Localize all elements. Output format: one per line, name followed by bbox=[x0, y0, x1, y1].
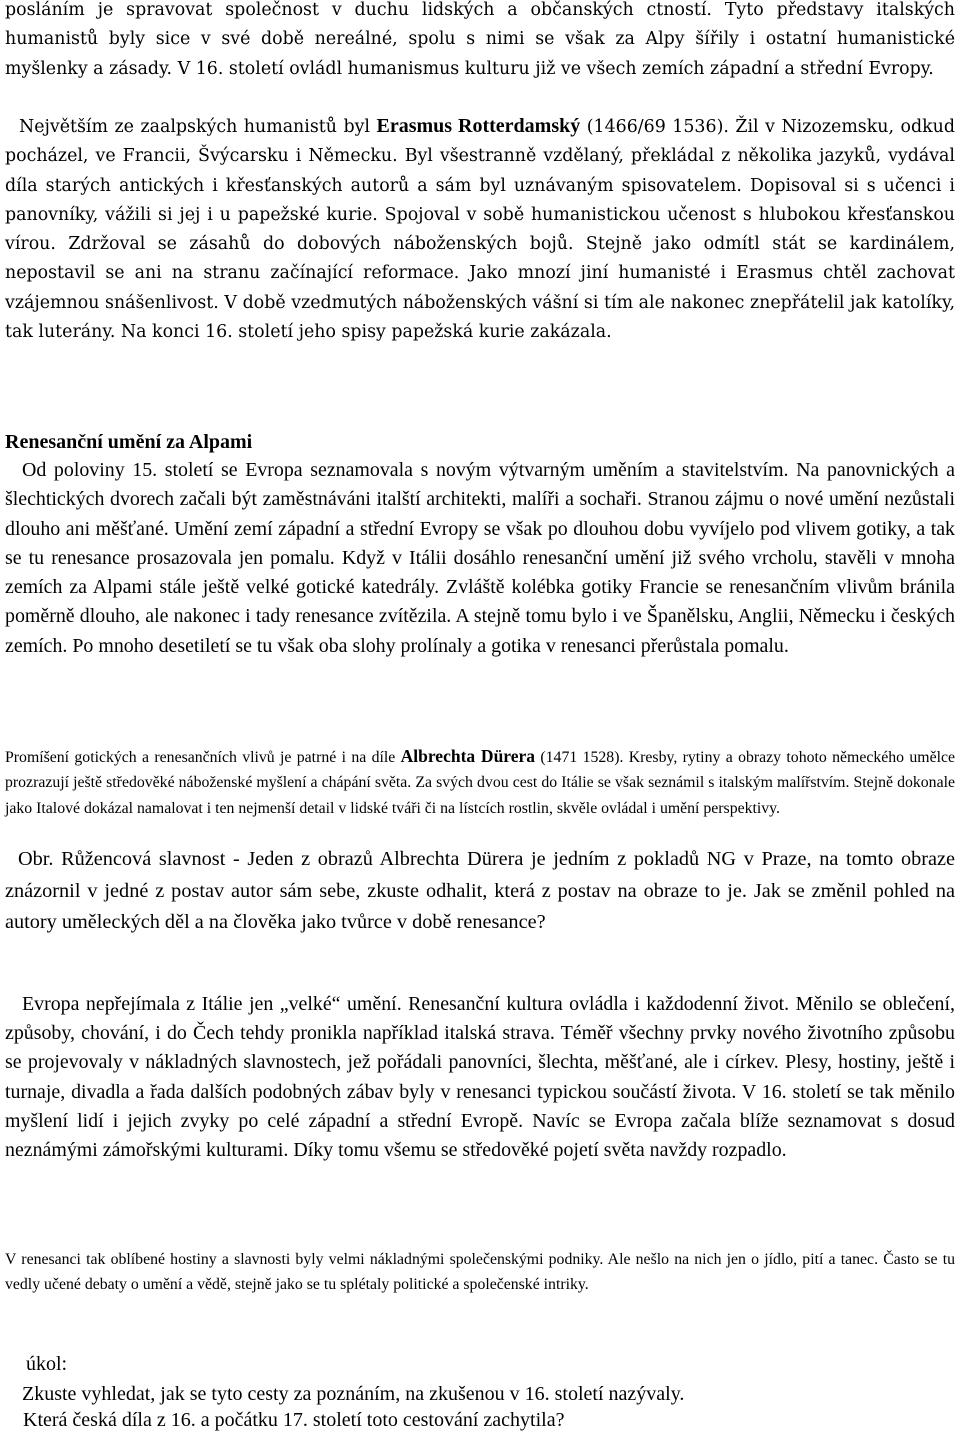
task-list bbox=[22, 1381, 684, 1433]
task-item: Zkuste vyhledat, jak se tyto cesty za poznáním, na zkušenou v 16. století nazývaly. bbox=[22, 1383, 685, 1405]
figure-note bbox=[5, 844, 955, 939]
culture-paragraph bbox=[5, 990, 955, 1165]
erasmus-text-pre: Největším ze zaalpských humanistů byl bbox=[19, 117, 377, 137]
erasmus-paragraph bbox=[5, 112, 955, 347]
erasmus-text-post: (1466/69 1536). Žil v Nizozemsku, odkud pocházel, ve Francii, Švýcarsku i Německu. Byl všestranně vzdělaný, překládal z několika jazyků, vydával díla starých antických i křesťanských autorů a sám byl uznávaným spisovatelem. Dopisoval si s učenci i panovníky, vážili si jej i u papežské kurie. Spojoval v sobě humanistickou učenost s hlubokou křesťanskou vírou. Zdržoval se zásahů do dobových náboženských bojů. Stejně jako odmítl stát se kardinálem, nepostavil se ani na stranu začínající reformace. Jako mnozí jiní humanisté i Erasmus chtěl zachovat vzájemnou snášenlivost. V době vzedmutých náboženských vášní si tím ale nakonec znepřátelil jak katolíky, tak luterány. Na konci 16. století jeho spisy papežská kurie zakázala. bbox=[5, 117, 955, 343]
figure-note-text: Obr. Růžencová slavnost - Jeden z obrazů Albrechta Dürera je jedním z pokladů NG v Praze, na tomto obraze znázornil v jedné z postav autor sám sebe, zkuste odhalit, která z postav na obraze to je. Jak se změnil pohled na autory uměleckých děl a na člověka jako tvůrce v době renesance? bbox=[5, 848, 955, 933]
task-item: Která česká díla z 16. a počátku 17. století toto cestování zachytila? bbox=[23, 1409, 565, 1431]
section-heading: Renesanční umění za Alpami bbox=[5, 431, 253, 453]
durer-text-post: (1471 1528). Kresby, rytiny a obrazy tohoto německého umělce prozrazují ještě středověké náboženské myšlení a chápání světa. Za svých dvou cest do Itálie se však seznámil s italským malířstvím. Stejně dokonale jako Italové dokázal namalovat i ten nejmenší detail v lidské tváři či na lístcích rostlin, skvěle ovládal i umění perspektivy. bbox=[5, 749, 956, 817]
art-paragraph bbox=[5, 456, 955, 661]
erasmus-name: Erasmus Rotterdamský bbox=[376, 115, 581, 137]
intro-paragraph bbox=[5, 0, 955, 84]
art-text: Od poloviny 15. století se Evropa seznamovala s novým výtvarným uměním a stavitelstvím. Na panovnických a šlechtických dvorech začali být zaměstnáváni italští architekti, malíři a sochaři. Stranou zájmu o nové umění nezůstali dlouho ani měšťané. Umění zemí západní a střední Evropy se však po dlouhou dobu vyvíjelo pod vlivem gotiky, a tak se tu renesance prosazovala jen pomalu. Když v Itálii dosáhlo renesanční umění již svého vrcholu, stavěli v mnoha zemích za Alpami stále ještě velké gotické katedrály. Zvláště kolébka gotiky Francie se renesančním vlivům bránila poměrně dlouho, ale nakonec i tady renesance zvítězila. A stejně tomu bylo i ve Španělsku, Anglii, Německu i českých zemích. Po mnoho desetiletí se tu však oba slohy prolínaly a gotika v renesanci přerůstala pomalu. bbox=[5, 459, 955, 657]
durer-name: Albrechta Dürera bbox=[400, 746, 536, 766]
durer-paragraph bbox=[5, 744, 955, 821]
culture-text: Evropa nepřejímala z Itálie jen „velké“ umění. Renesanční kultura ovládla i každodenní život. Měnilo se oblečení, způsoby, chování, i do Čech tehdy pronikla například italská strava. Téměř všechny prvky nového životního způsobu se projevovaly v nákladných slavnostech, jež pořádali panovníci, šlechta, měšťané, ale i církev. Plesy, hostiny, ještě i turnaje, divadla a řada dalších podobných zábav byly v renesanci typickou součástí života. V 16. století se tak měnilo myšlení lidí i jejich zvyky po celé západní a střední Evropě. Navíc se Evropa začala blíže seznamovat s dosud neznámými zámořskými kulturami. Díky tomu všemu se středověké pojetí světa navždy rozpadlo. bbox=[5, 993, 955, 1162]
feasts-paragraph bbox=[5, 1247, 955, 1298]
durer-text-pre: Promíšení gotických a renesančních vlivů je patrné i na díle bbox=[5, 749, 401, 766]
feasts-text: V renesanci tak oblíbené hostiny a slavnosti byly velmi nákladnými společenskými podniky. Ale nešlo na nich jen o jídlo, pití a tanec. Často se tu vedly učené debaty o umění a vědě, stejně jako se tu splétaly politické a společenské intriky. bbox=[5, 1251, 955, 1294]
intro-text: posláním je spravovat společnost v duchu lidských a občanských ctností. Tyto představy italských humanistů byly sice v své době nereálné, spolu s nimi se však za Alpy šířily i ostatní humanistické myšlenky a zásady. V 16. století ovládl humanismus kulturu již ve všech zemích západní a střední Evropy. bbox=[5, 0, 955, 79]
task-label: úkol: bbox=[26, 1353, 68, 1375]
